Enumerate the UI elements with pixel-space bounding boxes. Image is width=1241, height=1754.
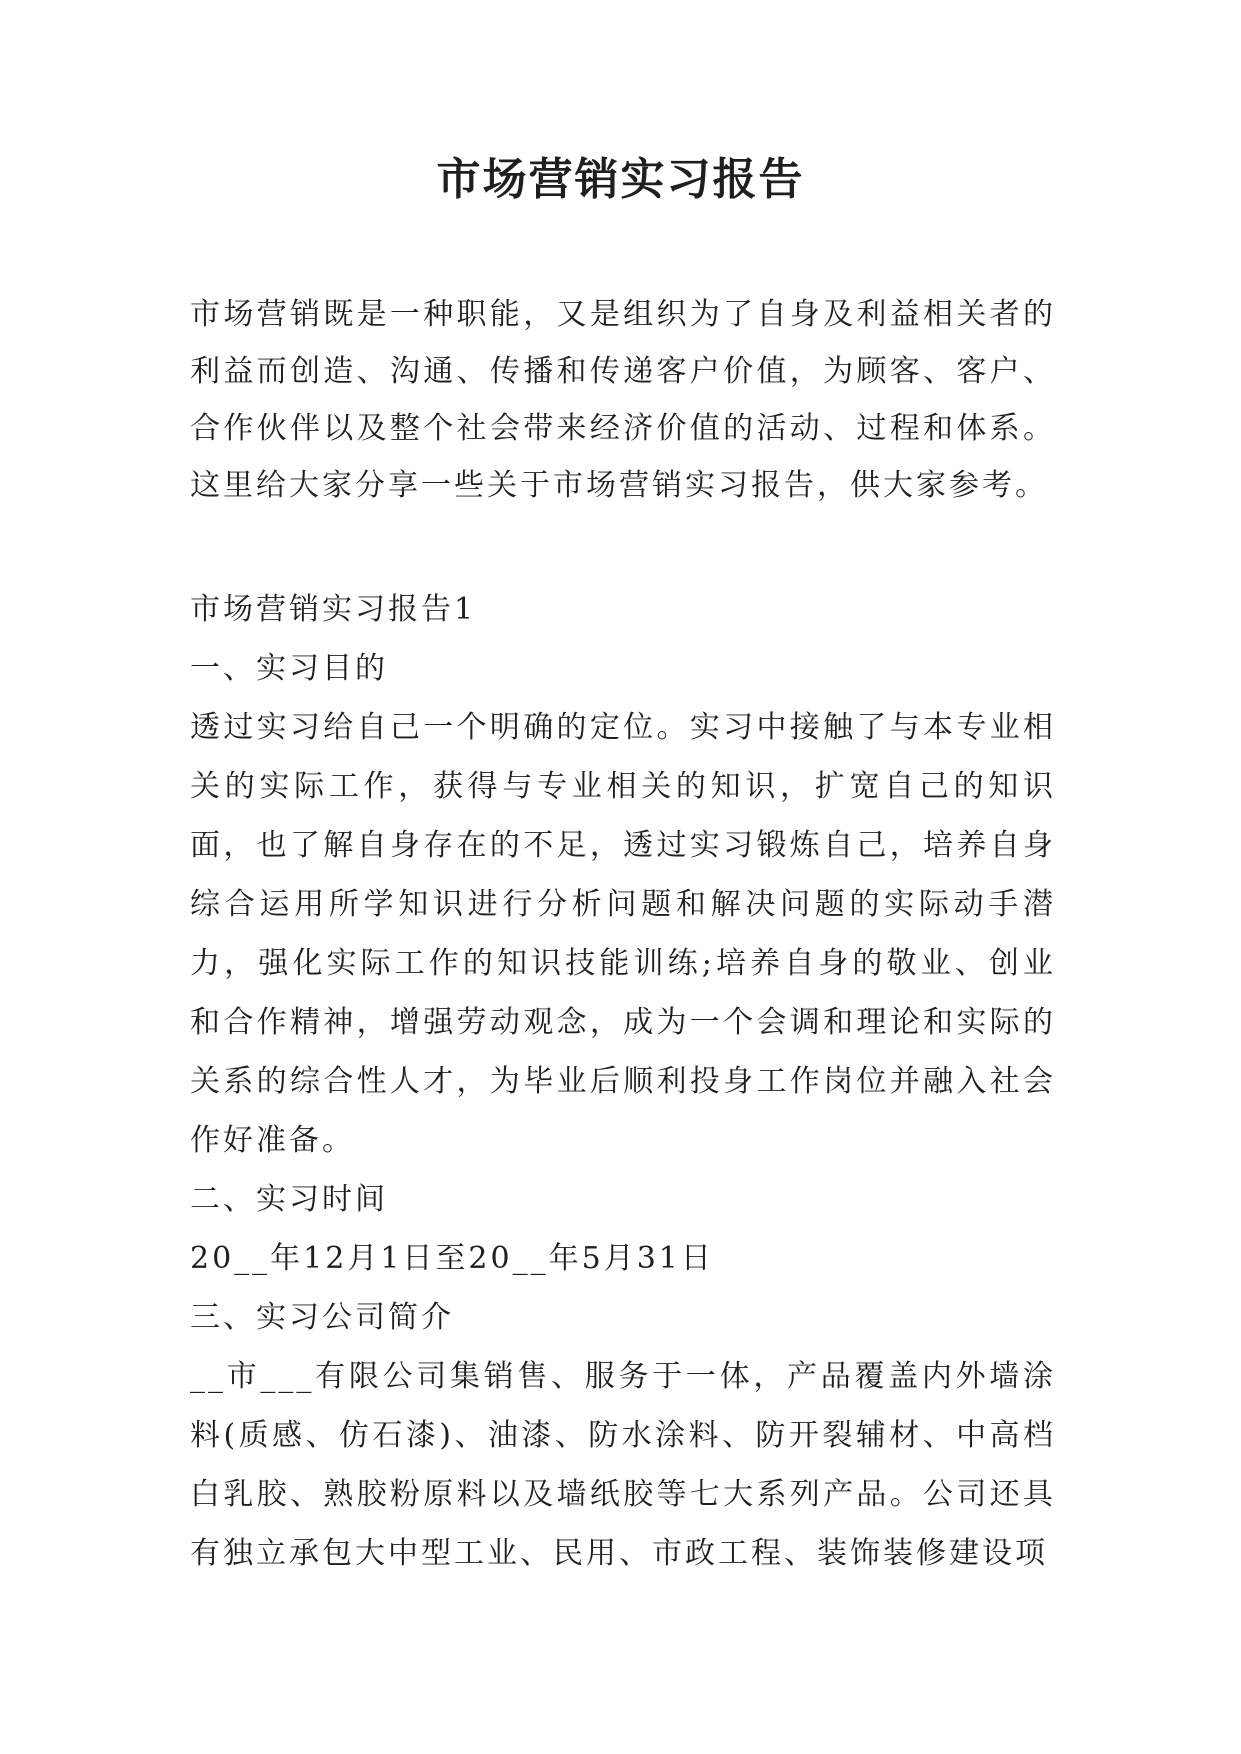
report-content	[190, 580, 1056, 1583]
section-heading-purpose: 一、实习目的	[190, 651, 388, 686]
report-heading: 市场营销实习报告1	[190, 592, 477, 627]
intro-paragraph: 市场营销既是一种职能，又是组织为了自身及利益相关者的利益而创造、沟通、传播和传递客户价值，为顾客、客户、合作伙伴以及整个社会带来经济价值的活动、过程和体系。这里给大家分享一些关于市场营销实习报告，供大家参考。	[190, 297, 1056, 503]
document-title: 市场营销实习报告	[436, 154, 805, 205]
section-text-purpose: 透过实习给自己一个明确的定位。实习中接触了与本专业相关的实际工作，获得与专业相关的知识，扩宽自己的知识面，也了解自身存在的不足，透过实习锻炼自己，培养自身综合运用所学知识进行分析问题和解决问题的实际动手潜力，强化实际工作的知识技能训练;培养自身的敬业、创业和合作精神，增强劳动观念，成为一个会调和理论和实际的关系的综合性人才，为毕业后顺利投身工作岗位并融入社会作好准备。	[190, 710, 1056, 1158]
section-heading-time: 二、实习时间	[190, 1182, 388, 1217]
section-text-time: 20__年12月1日至20__年5月31日	[190, 1241, 714, 1276]
section-text-company: __市___有限公司集销售、服务于一体，产品覆盖内外墙涂料(质感、仿石漆)、油漆、防水涂料、防开裂辅材、中高档白乳胶、熟胶粉原料以及墙纸胶等七大系列产品。公司还具有独立承包大中型工业、民用、市政工程、装饰装修建设项	[190, 1359, 1056, 1571]
section-heading-company: 三、实习公司简介	[190, 1300, 454, 1335]
